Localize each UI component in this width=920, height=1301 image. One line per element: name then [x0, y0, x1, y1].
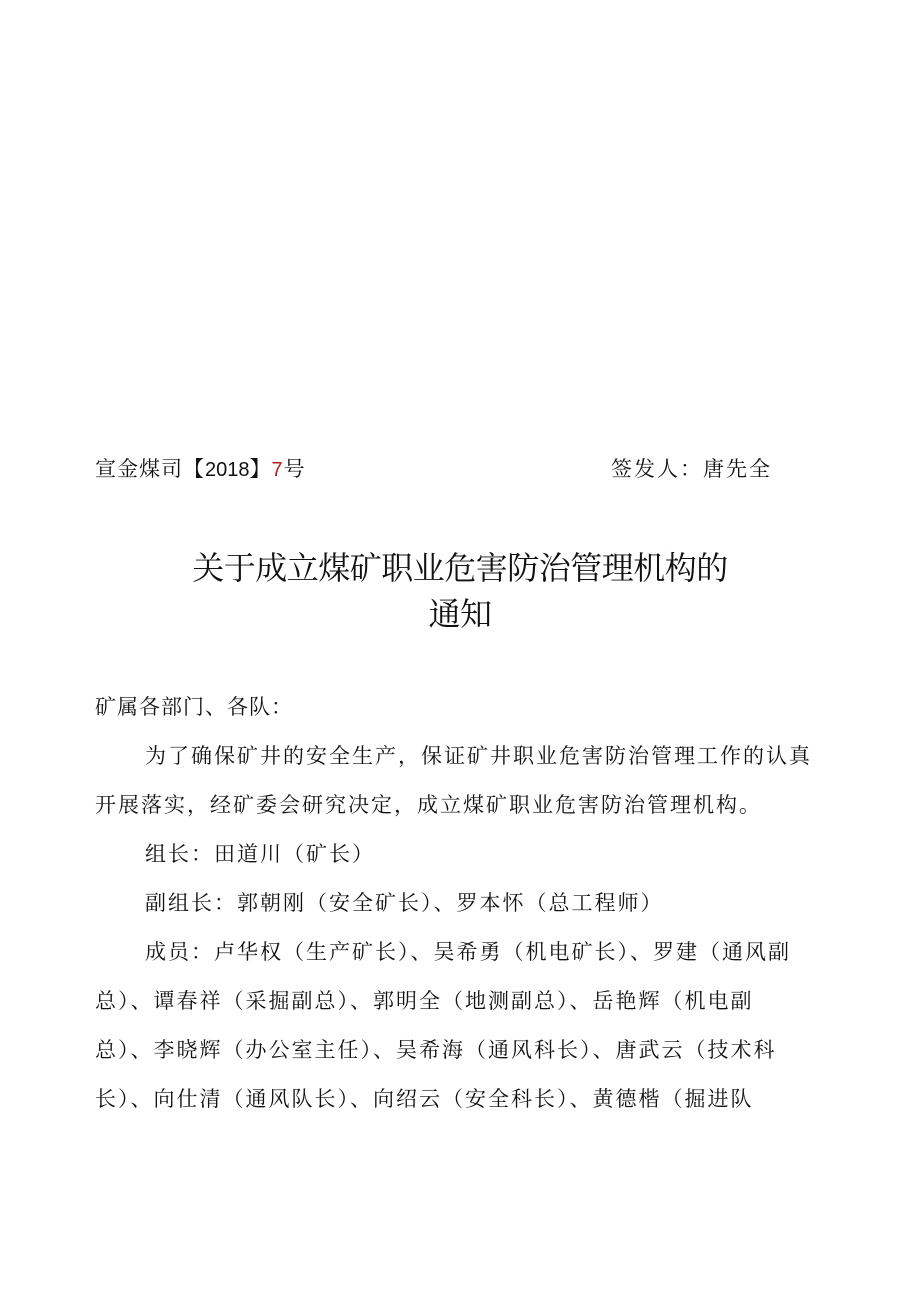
document-number-bracket: 】	[249, 457, 272, 481]
document-number-prefix: 宣金煤司【	[95, 457, 205, 481]
members-line-2: 总）、谭春祥（采掘副总）、郭明全（地测副总）、岳艳辉（机电副	[95, 989, 754, 1013]
document-title	[0, 545, 920, 637]
title-line-2: 通知	[428, 595, 492, 633]
document-number-suffix: 号	[283, 457, 306, 481]
document-serial-number: 7	[271, 459, 284, 481]
members-line-3: 总）、李晓辉（办公室主任）、吴希海（通风科长）、唐武云（技术科	[95, 1038, 777, 1062]
document-number	[95, 452, 306, 487]
members-line-1: 成员：卢华权（生产矿长）、吴希勇（机电矿长）、罗建（通风副	[145, 940, 791, 964]
leader-line: 组长：田道川（矿长）	[145, 842, 375, 866]
signer: 签发人：唐先全	[611, 457, 772, 481]
members-line-4: 长）、向仕清（通风队长）、向绍云（安全科长）、黄德楷（掘进队	[95, 1087, 754, 1111]
paragraph-1-line-2: 开展落实，经矿委会研究决定，成立煤矿职业危害防治管理机构。	[95, 793, 762, 817]
document-header	[95, 452, 775, 486]
document-year: 2018	[205, 459, 250, 481]
title-line-1: 关于成立煤矿职业危害防治管理机构的	[192, 549, 728, 587]
deputy-leader-line: 副组长：郭朝刚（安全矿长）、罗本怀（总工程师）	[145, 891, 664, 915]
salutation: 矿属各部门、各队：	[95, 695, 293, 719]
document-body	[95, 732, 825, 1124]
paragraph-1-line-1: 为了确保矿井的安全生产，保证矿井职业危害防治管理工作的认真	[145, 744, 812, 768]
